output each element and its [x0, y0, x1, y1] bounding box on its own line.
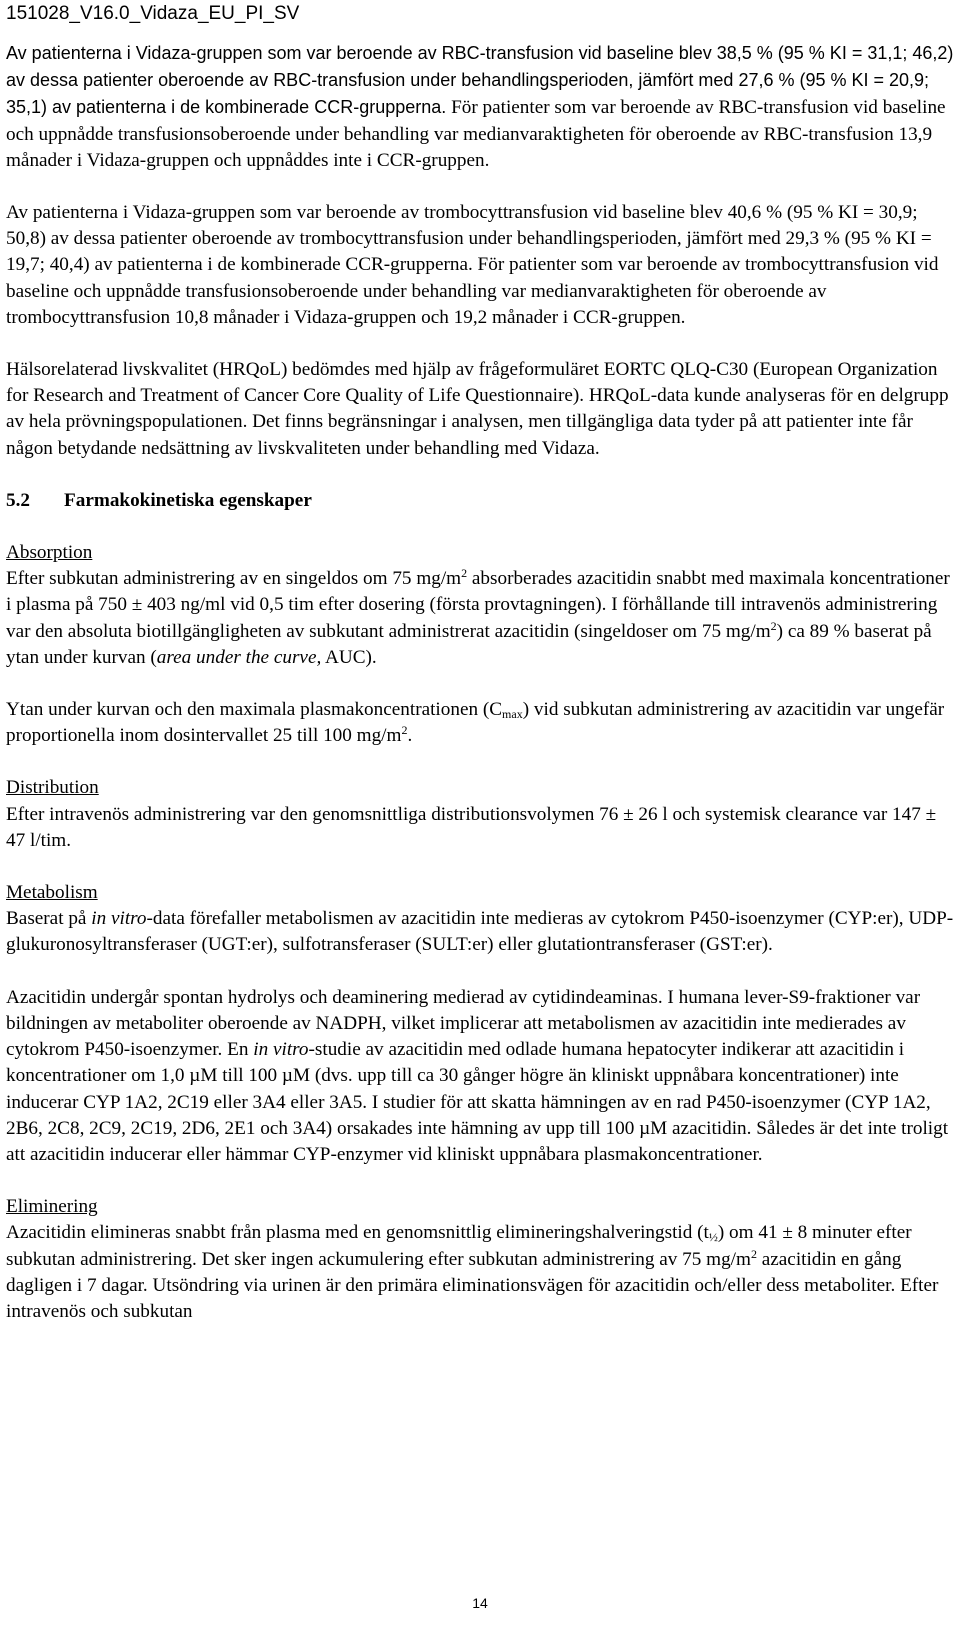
- document-id-header: 151028_V16.0_Vidaza_EU_PI_SV: [6, 3, 300, 24]
- absorption-text-1: Efter subkutan administrering av en singeldos om 75 mg/m: [6, 568, 462, 590]
- absorption-text-3: ) ca 89 % baserat på ytan under kurvan (: [6, 620, 932, 668]
- absorption-text-4: AUC).: [321, 646, 377, 668]
- elimination-text-2: ) om 41 ± 8 minuter efter subkutan administrering. Det sker ingen ackumulering efter subkutan administrering av 75 mg/m: [6, 1222, 912, 1270]
- elimination-text-1: Azacitidin elimineras snabbt från plasma med en genomsnittlig elimineringshalveringstid (t: [6, 1222, 709, 1244]
- superscript-2: 2: [770, 618, 777, 633]
- paragraph-hrqol: Hälsorelaterad livskvalitet (HRQoL) bedömdes med hjälp av frågeformuläret EORTC QLQ-C30 (European Organization for Research and Treatment of Cancer Core Quality of Life Questionnaire). HRQoL-data kunde analyseras för en delgrupp av hela prövningspopulationen. Det finns begränsningar i analysen, men tillgängliga data tyder på att patienter inte får någon betydande nedsättning av livskvaliteten under behandling med Vidaza.: [6, 359, 949, 459]
- elimination-heading: Eliminering: [6, 1196, 98, 1218]
- superscript-2: 2: [401, 723, 408, 738]
- paragraph-elimination: [6, 1220, 956, 1325]
- paragraph-rbc-part2: För patienter som var beroende av RBC-transfusion vid baseline och uppnådde transfusionsoberoende under behandling var medianvaraktigheten för oberoende av RBC-transfusion 13,9 månader i Vidaza-gruppen och uppnåddes inte i CCR-gruppen.: [6, 97, 946, 171]
- absorption-text-2: absorberades azacitidin snabbt med maximala koncentrationer i plasma på 750 ± 403 ng/ml vid 0,5 tim efter dosering (första provtagningen). I förhållande till intravenös administrering var den absoluta biotillgängligheten av subkutant administrerat azacitidin (singeldoser om 75 mg/m: [6, 568, 950, 642]
- section-title: Farmakokinetiska egenskaper: [64, 489, 312, 511]
- metabolism-text-2: -data förefaller metabolismen av azacitidin inte medieras av cytokrom P450-isoenzymer (CYP:er), UDP-glukuronosyltransferaser (UGT:er), sulfotransferaser (SULT:er) eller glutationtransferaser (GST:er).: [6, 908, 954, 956]
- auc-text-2: ) vid subkutan administrering av azacitidin var ungefär proportionella inom dosintervallet 25 till 100 mg/m: [6, 699, 945, 747]
- absorption-heading: Absorption: [6, 542, 93, 564]
- paragraph-platelet-transfusion: Av patienterna i Vidaza-gruppen som var beroende av trombocyttransfusion vid baseline blev 40,6 % (95 % KI = 30,9; 50,8) av dessa patienter oberoende av trombocyttransfusion under behandlingsperioden, jämfört med 29,3 % (95 % KI = 19,7; 40,4) av patienterna i de kombinerade CCR-grupperna. För patienter som var beroende av trombocyttransfusion vid baseline och uppnådde transfusionsoberoende under behandling var medianvaraktigheten för oberoende av trombocyttransfusion 10,8 månader i Vidaza-gruppen och 19,2 månader i CCR-gruppen.: [6, 202, 939, 328]
- superscript-2: 2: [461, 566, 468, 581]
- superscript-2: 2: [750, 1246, 757, 1261]
- paragraph-rbc-transfusion: [6, 40, 956, 174]
- metabolism-heading: Metabolism: [6, 882, 98, 904]
- paragraph-metabolism-2: [6, 985, 956, 1168]
- paragraph-rbc-part1: Av patienterna i Vidaza-gruppen som var beroende av RBC-transfusion vid baseline blev 38,5 % (95 % KI = 31,1; 46,2) av dessa patienter oberoende av RBC-transfusion under behandlingsperioden, jämfört med 27,6 % (95 % KI = 20,9; 35,1) av patienterna i de kombinerade CCR-grupperna.: [6, 43, 954, 118]
- subscript-half: ½: [708, 1230, 718, 1245]
- in-vitro-italic: in vitro: [91, 908, 147, 930]
- elimination-text-3: azacitidin en gång dagligen i 7 dagar. Utsöndring via urinen är den primära eliminationsvägen för azacitidin och/eller dess metaboliter. Efter intravenös och subkutan: [6, 1248, 939, 1322]
- page-content: [6, 40, 956, 1325]
- metabolism-text-4: -studie av azacitidin med odlade humana hepatocyter indikerar att azacitidin i koncentrationer om 1,0 µM till 100 µM (dvs. upp till ca 30 gånger högre än kliniskt uppnåbara koncentrationer) inte inducerar CYP 1A2, 2C19 eller 3A4 eller 3A5. I studier för att skatta hämningen av en rad P450-isoenzymer (CYP 1A2, 2B6, 2C8, 2C9, 2C19, 2D6, 2E1 och 3A4) orsakades inte hämning av upp till 100 µM azacitidin. Således är det inte troligt att azacitidin inducerar eller hämmar CYP-enzymer vid kliniskt uppnåbara plasmakoncentrationer.: [6, 1039, 949, 1165]
- section-number: 5.2: [6, 489, 30, 511]
- paragraph-metabolism-1: [6, 906, 956, 958]
- paragraph-auc-cmax: [6, 697, 956, 749]
- subscript-max: max: [502, 707, 523, 722]
- auc-text-1: Ytan under kurvan och den maximala plasmakoncentrationen (C: [6, 699, 503, 721]
- in-vitro-italic: in vitro: [253, 1039, 309, 1061]
- paragraph-absorption: [6, 566, 956, 671]
- paragraph-distribution: Efter intravenös administrering var den genomsnittliga distributionsvolymen 76 ± 26 l och systemisk clearance var 147 ± 47 l/tim.: [6, 803, 937, 851]
- metabolism-text-1: Baserat på: [6, 908, 92, 930]
- metabolism-text-3: Azacitidin undergår spontan hydrolys och deaminering medierad av cytidindeaminas. I humana lever-S9-fraktioner var bildningen av metaboliter oberoende av NADPH, vilket implicerar att metabolismen av azacitidin inte medierades av cytokrom P450-isoenzymer. En: [6, 986, 921, 1061]
- distribution-heading: Distribution: [6, 777, 99, 799]
- absorption-italic: area under the curve,: [156, 646, 322, 668]
- page-number: 14: [472, 1595, 488, 1611]
- auc-text-3: .: [407, 725, 413, 747]
- section-heading: [6, 488, 956, 514]
